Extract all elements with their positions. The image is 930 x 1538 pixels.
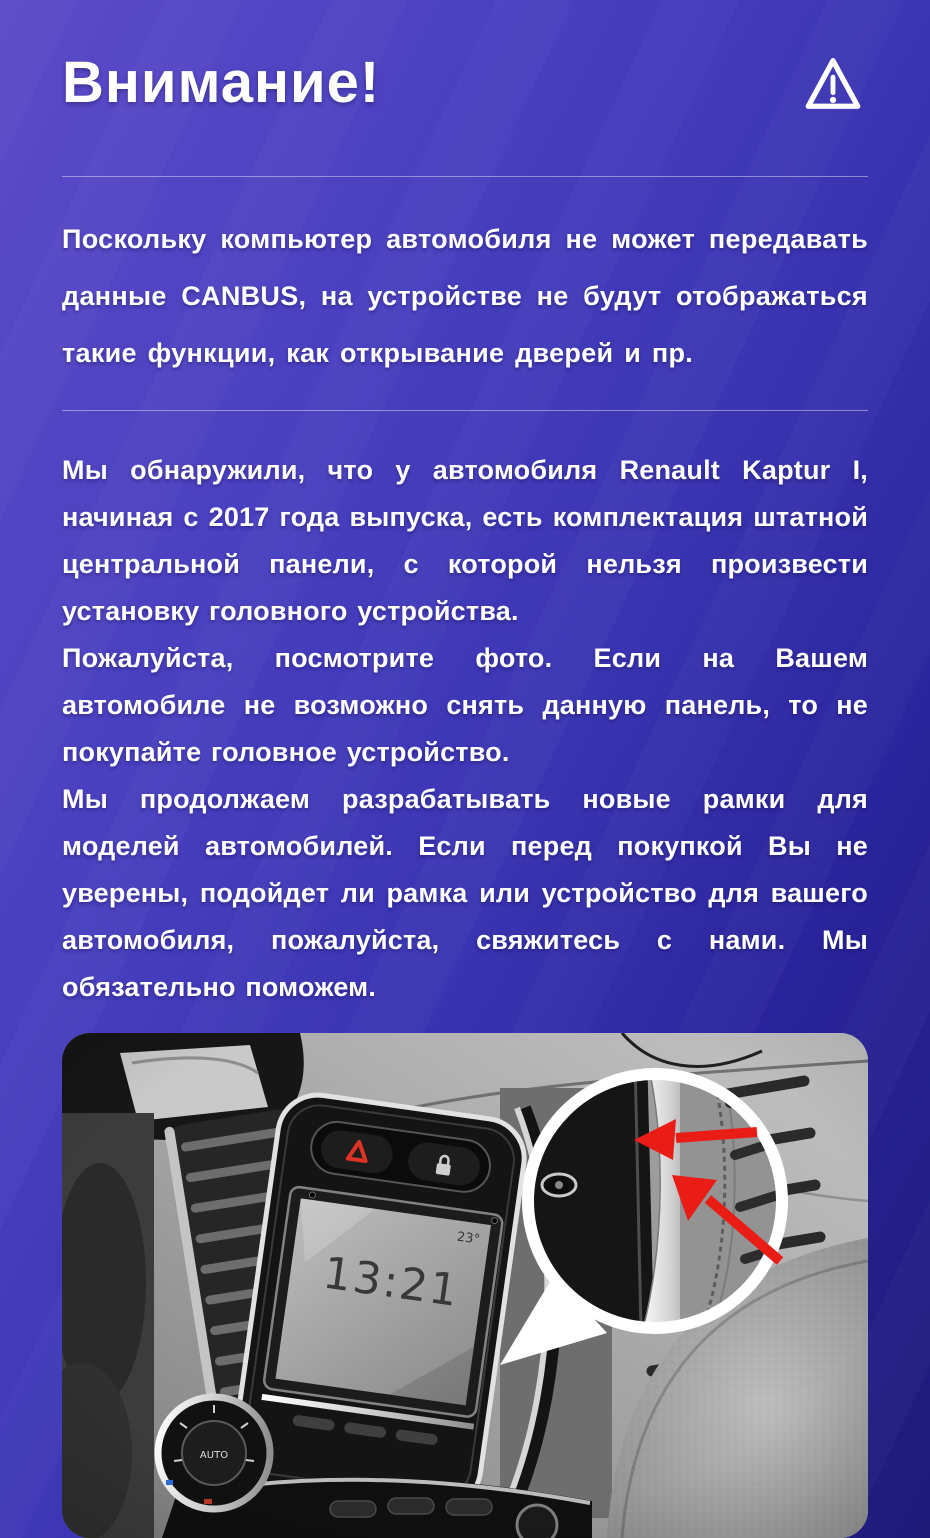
section-divider — [62, 176, 868, 177]
page-title: Внимание! — [62, 50, 381, 115]
paragraph-photo-note: Пожалуйста, посмотрите фото. Если на Вашем автомобиле не возможно снять данную панель, то не покупайте головное устройство. — [62, 643, 868, 767]
paragraph-canbus: Поскольку компьютер автомобиля не может передавать данные CANBUS, на устройстве не будут отображаться такие функции, как открывание дверей и пр. — [62, 224, 868, 368]
warning-triangle-icon — [802, 52, 864, 114]
section-divider — [62, 410, 868, 411]
description-block — [62, 447, 868, 1011]
dashboard-illustration — [62, 1033, 868, 1538]
paragraph-frames: Мы продолжаем разрабатывать новые рамки для моделей автомобилей. Если перед покупкой Вы не уверены, подойдет ли рамка или устройство для вашего автомобиля, пожалуйста, свяжитесь с нами. Мы обязательно поможем. — [62, 784, 868, 1002]
header — [0, 0, 930, 118]
paragraph-kaptur: Мы обнаружили, что у автомобиля Renault Kaptur I, начиная с 2017 года выпуска, есть комплектация штатной центральной панели, с которой нельзя произвести установку головного устройства. — [62, 455, 868, 626]
dashboard-photo — [62, 1033, 868, 1538]
